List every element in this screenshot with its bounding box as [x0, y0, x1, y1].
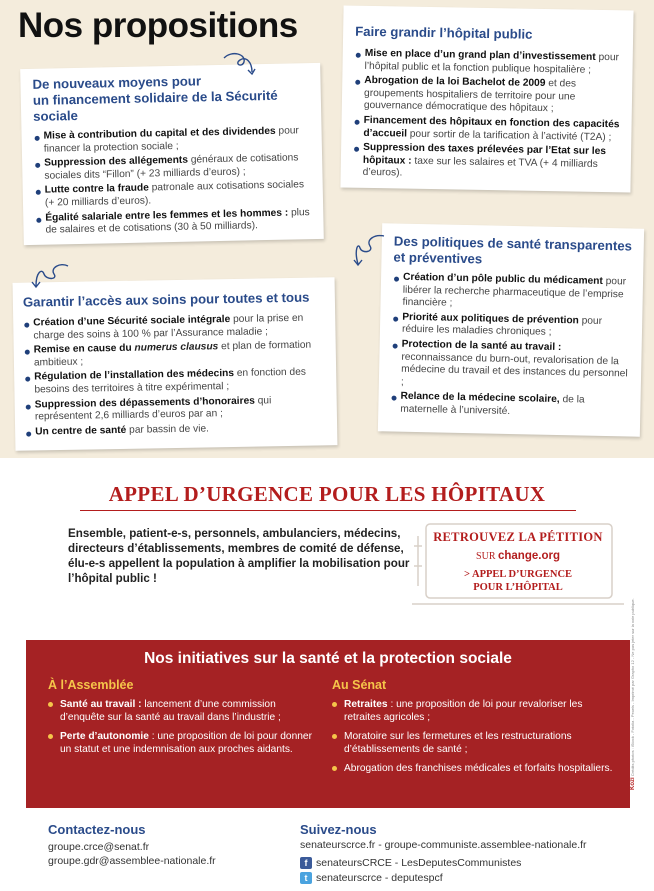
email-link[interactable]: groupe.crce@senat.fr	[48, 841, 150, 853]
card-politiques	[378, 223, 644, 436]
curly-arrow-icon	[222, 52, 258, 80]
card-hopital	[340, 5, 633, 192]
assemblee-list	[48, 698, 318, 762]
facebook-link[interactable]: senateursCRCE - LesDeputesCommunistes	[316, 857, 522, 869]
appeal-text: Ensemble, patient-e-s, personnels, ambulanciers, médecins, directeurs d’établissements, membres de comité de défense, élu-e-s appellent la population à amplifier la mobilisation pour l’hôpital public !	[68, 527, 410, 585]
twitter-link[interactable]: senateurscrce - deputespcf	[316, 872, 443, 884]
petition-site-link[interactable]: change.org	[497, 550, 560, 562]
list-item: Régulation de l’installation des médecins en fonction des besoins des territoires à titre expérimental ;	[24, 367, 326, 397]
assemblee-title: À l’Assemblée	[48, 678, 134, 692]
list-item: Égalité salariale entre les femmes et les hommes : plus de salaires et de cotisations (30 à 50 milliards).	[35, 207, 311, 238]
senat-list	[332, 698, 614, 781]
card-acces	[13, 277, 338, 451]
curly-arrow-icon	[30, 262, 72, 292]
initiatives-box	[26, 640, 630, 808]
list-item: Création d’une Sécurité sociale intégrale pour la prise en charge des soins à 100 % par l’Assurance maladie ;	[23, 312, 325, 342]
page-title: Nos propositions	[18, 6, 298, 45]
list-item: Abrogation de la loi Bachelot de 2009 et des groupements hospitaliers de territoire pour une gouvernance démocratique des hôpitaux ;	[354, 75, 623, 117]
list-item: Création d’un pôle public du médicament pour libérer la recherche pharmaceutique de l’emprise financière ;	[392, 272, 633, 315]
list-item: Un centre de santé par bassin de vie.	[25, 421, 327, 439]
list-item: Priorité aux politiques de prévention pour réduire les maladies chroniques ;	[392, 311, 632, 341]
list-item: Suppression des dépassements d’honoraires qui représentent 2,6 milliards d’euros par an ;	[25, 394, 327, 424]
websites-link[interactable]: senateurscrce.fr - groupe-communiste.assemblee-nationale.fr	[300, 839, 587, 851]
facebook-icon[interactable]: f	[300, 857, 312, 869]
list-item: Lutte contre la fraude patronale aux cotisations sociales (+ 20 milliards d’euros).	[35, 179, 311, 210]
petition-heading: RETROUVEZ LA PÉTITION	[433, 530, 603, 544]
initiatives-title: Nos initiatives sur la santé et la protection sociale	[144, 650, 512, 667]
follow-title: Suivez-nous	[300, 822, 377, 837]
contact-title: Contactez-nous	[48, 822, 146, 837]
petition-site-line: SUR change.org	[476, 550, 560, 562]
card-politiques-heading: Des politiques de santé transparentes et préventives	[393, 233, 633, 267]
petition-block	[428, 530, 608, 594]
senat-title: Au Sénat	[332, 678, 387, 692]
card-acces-list	[23, 312, 327, 439]
curly-arrow-icon	[348, 232, 388, 272]
email-link[interactable]: groupe.gdr@assemblee-nationale.fr	[48, 855, 216, 867]
print-credit: Kozi Crédits photos : iStock - Fotolia - Pexels - Imprimé par Grapho 12 - Ne pas jeter sur la voie publique.	[630, 598, 636, 790]
list-item: Financement des hôpitaux en fonction des capacités d’accueil pour sortir de la tarification à l’activité (T2A) ;	[353, 115, 621, 145]
list-item: Protection de la santé au travail : reconnaissance du burn-out, revalorisation de la médecine du travail et des instances du personnel ;	[391, 338, 632, 393]
list-item: Mise en place d’un grand plan d’investissement pour l’hôpital public et la fonction publique hospitalière ;	[354, 48, 622, 78]
card-financement-heading: De nouveaux moyens pour un financement solidaire de la Sécurité sociale	[32, 73, 278, 124]
card-financement-list	[33, 125, 311, 238]
list-item: Remise en cause du numerus clausus et plan de formation ambitieux ;	[24, 340, 326, 370]
list-item: Moratoire sur les fermetures et les restructurations d’établissements de santé ;	[332, 730, 614, 756]
card-financement	[20, 63, 324, 245]
list-item: Abrogation des franchises médicales et forfaits hospitaliers.	[332, 762, 614, 775]
appeal-divider	[80, 510, 576, 511]
list-item: Santé au travail : lancement d’une commission d’enquête sur la santé au travail dans l’industrie ;	[48, 698, 318, 724]
list-item: Suppression des taxes prélevées par l’Etat sur les hôpitaux : taxe sur les salaires et TVA (+ 4 milliards d’euros).	[353, 142, 622, 184]
list-item: Retraites : une proposition de loi pour revaloriser les retraites agricoles ;	[332, 698, 614, 724]
card-acces-heading: Garantir l’accès aux soins pour toutes et tous	[22, 289, 310, 310]
twitter-icon[interactable]: t	[300, 872, 312, 884]
list-item: Perte d’autonomie : une proposition de loi pour donner un statut et une indemnisation aux proches aidants.	[48, 730, 318, 756]
petition-link[interactable]: > APPEL D’URGENCE POUR L’HÔPITAL	[463, 569, 573, 593]
card-hopital-list	[353, 48, 623, 185]
card-hopital-heading: Faire grandir l’hôpital public	[355, 23, 533, 42]
list-item: Mise à contribution du capital et des dividendes pour financer la protection sociale ;	[33, 125, 309, 156]
list-item: Suppression des allégements généraux de cotisations sociales dits “Fillon” (+ 23 milliards d’euros) ;	[34, 152, 310, 183]
list-item: Relance de la médecine scolaire, de la maternelle à l’université.	[390, 391, 630, 421]
appeal-title: APPEL D’URGENCE POUR LES HÔPITAUX	[108, 482, 546, 506]
card-politiques-list	[390, 272, 633, 422]
